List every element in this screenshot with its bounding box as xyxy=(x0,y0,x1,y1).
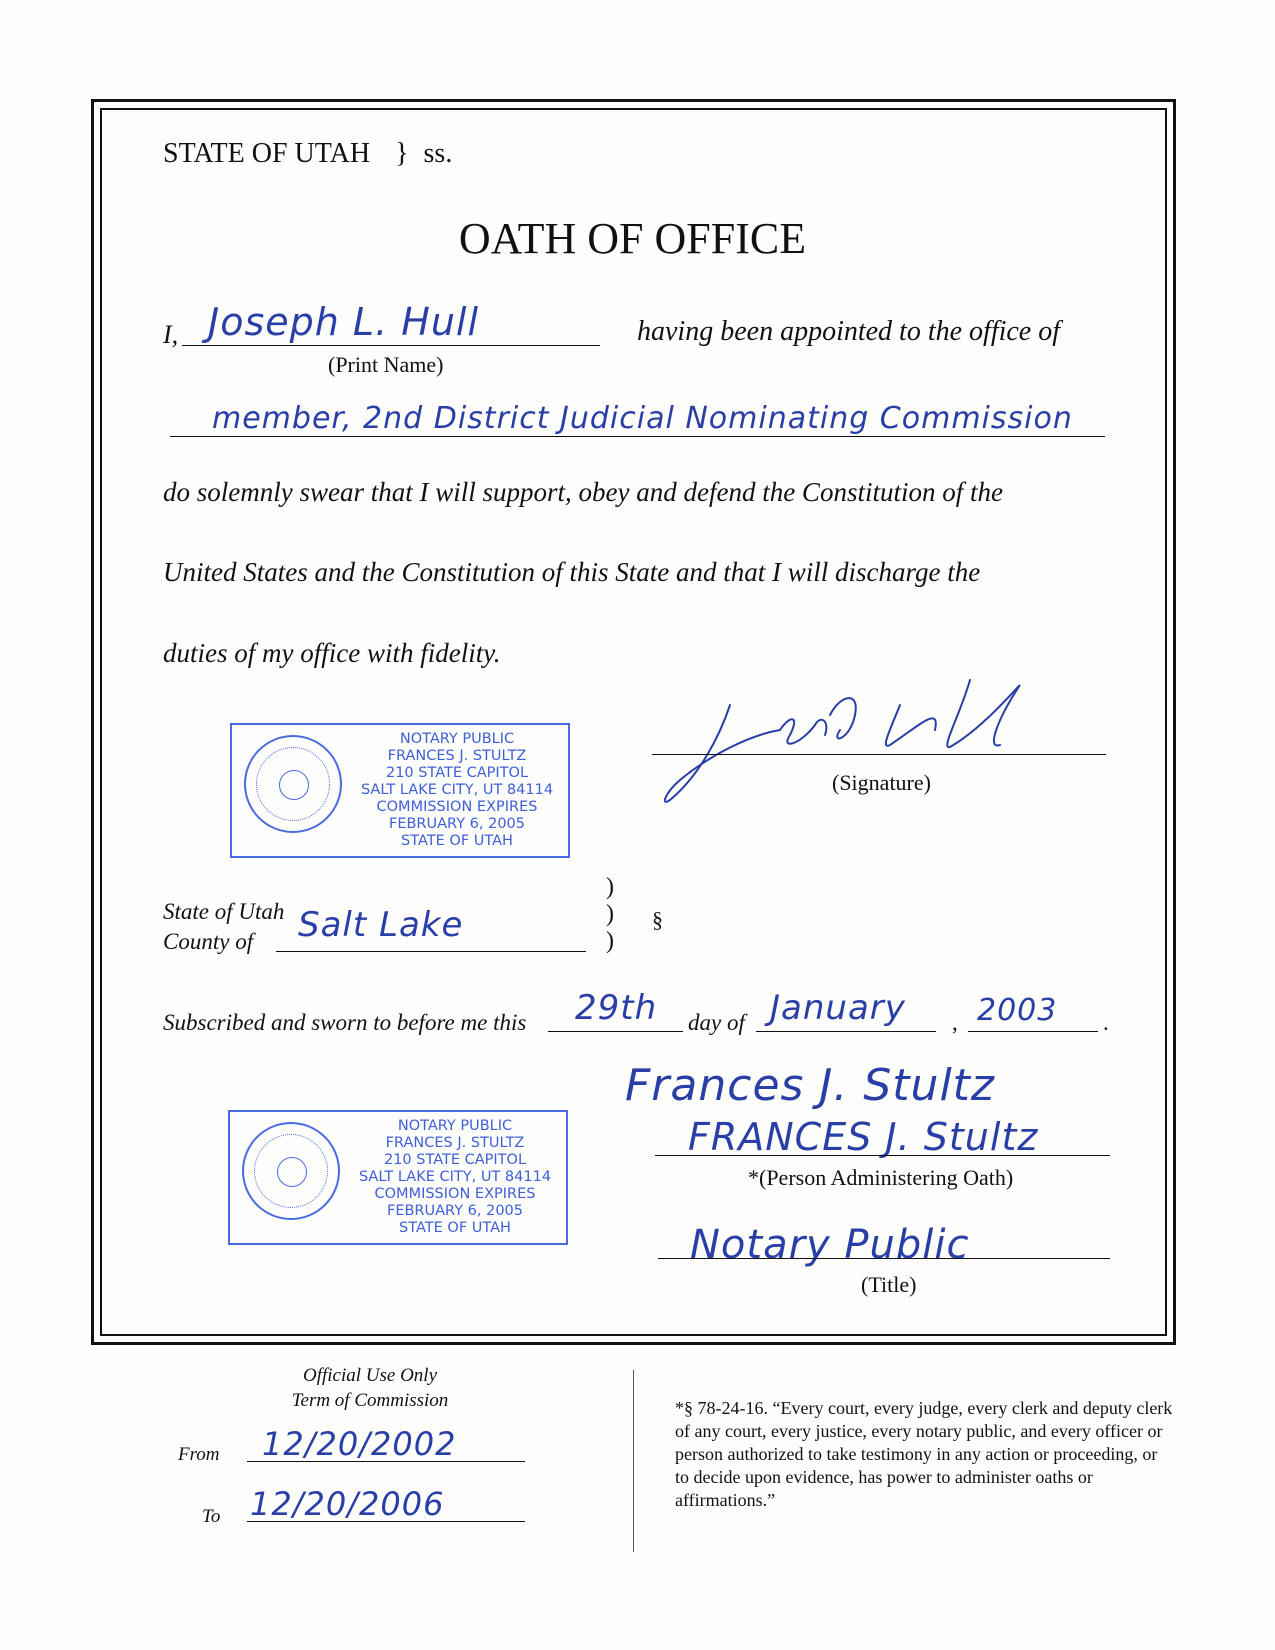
month-line xyxy=(756,1031,936,1032)
ss-label: ss. xyxy=(423,138,453,169)
from-date-handwritten: 12/20/2002 xyxy=(262,1425,457,1463)
document-title: OATH OF OFFICE xyxy=(458,214,807,263)
signature-line xyxy=(652,754,1106,755)
month-handwritten: January xyxy=(770,988,906,1028)
stamp-text: NOTARY PUBLIC FRANCES J. STULTZ 210 STATE CAPITOL SALT LAKE CITY, UT 84114 COMMISSION EXPIRES FEBRUARY 6, 2005 STATE OF UTAH xyxy=(358,1118,552,1236)
stamp-text: NOTARY PUBLIC FRANCES J. STULTZ 210 STATE CAPITOL SALT LAKE CITY, UT 84114 COMMISSION EXPIRES FEBRUARY 6, 2005 STATE OF UTAH xyxy=(360,731,554,849)
to-line xyxy=(247,1521,525,1522)
oath-line-2: United States and the Constitution of this State and that I will discharge the xyxy=(163,557,981,587)
state-heading xyxy=(163,138,452,170)
state-of-utah-label: State of Utah xyxy=(163,899,285,924)
year-line xyxy=(968,1031,1098,1032)
section-symbol: § xyxy=(652,907,663,932)
official-use-heading: Official Use Only Term of Commission xyxy=(291,1365,449,1411)
print-name-caption: (Print Name) xyxy=(328,352,444,377)
notary-stamp-1 xyxy=(230,723,570,858)
comma: , xyxy=(952,1010,958,1035)
state-label: STATE OF UTAH xyxy=(163,138,371,169)
administrator-line xyxy=(655,1155,1110,1156)
notary-stamp-2 xyxy=(228,1110,568,1245)
oath-line-1: do solemnly swear that I will support, obey and defend the Constitution of the xyxy=(163,477,1003,507)
county-handwritten: Salt Lake xyxy=(298,905,464,945)
administrator-caption: *(Person Administering Oath) xyxy=(748,1165,1014,1190)
signature-caption: (Signature) xyxy=(832,770,931,795)
i-prefix: I, xyxy=(163,320,179,349)
year-handwritten: 2003 xyxy=(977,993,1058,1028)
title-handwritten: Notary Public xyxy=(690,1222,970,1268)
to-date-handwritten: 12/20/2006 xyxy=(250,1485,445,1523)
state-seal-icon xyxy=(244,735,342,833)
day-of-label: day of xyxy=(688,1010,745,1035)
county-line xyxy=(276,951,586,952)
venue-parens: ) ) ) xyxy=(606,874,614,954)
day-line xyxy=(548,1031,683,1032)
office-line xyxy=(170,436,1105,437)
having-been-appointed-text: having been appointed to the office of xyxy=(637,316,1061,347)
oath-line-3: duties of my office with fidelity. xyxy=(163,638,501,668)
state-seal-icon xyxy=(242,1122,340,1220)
to-label: To xyxy=(202,1506,221,1527)
printed-name-handwritten: Joseph L. Hull xyxy=(208,300,480,344)
from-line xyxy=(247,1461,525,1462)
bottom-divider xyxy=(633,1370,634,1552)
statute-footnote: *§ 78-24-16. “Every court, every judge, every clerk and deputy clerk of any court, every justice, every notary public, and every officer or person authorized to take testimony in any action or proceeding, or to decide upon evidence, has power to administer oaths or affirmations.” xyxy=(675,1398,1173,1510)
office-handwritten: member, 2nd District Judicial Nominating Commission xyxy=(212,401,1073,436)
title-caption: (Title) xyxy=(861,1272,917,1297)
brace: } xyxy=(395,138,409,169)
period: . xyxy=(1103,1010,1109,1035)
administrator-printed-name: FRANCES J. Stultz xyxy=(688,1115,1039,1159)
from-label: From xyxy=(178,1444,220,1465)
subscribed-text: Subscribed and sworn to before me this xyxy=(163,1010,527,1035)
name-line xyxy=(182,345,600,346)
county-of-label: County of xyxy=(163,929,254,954)
day-handwritten: 29th xyxy=(575,988,658,1028)
title-line xyxy=(658,1258,1110,1259)
administrator-signature: Frances J. Stultz xyxy=(625,1060,996,1111)
